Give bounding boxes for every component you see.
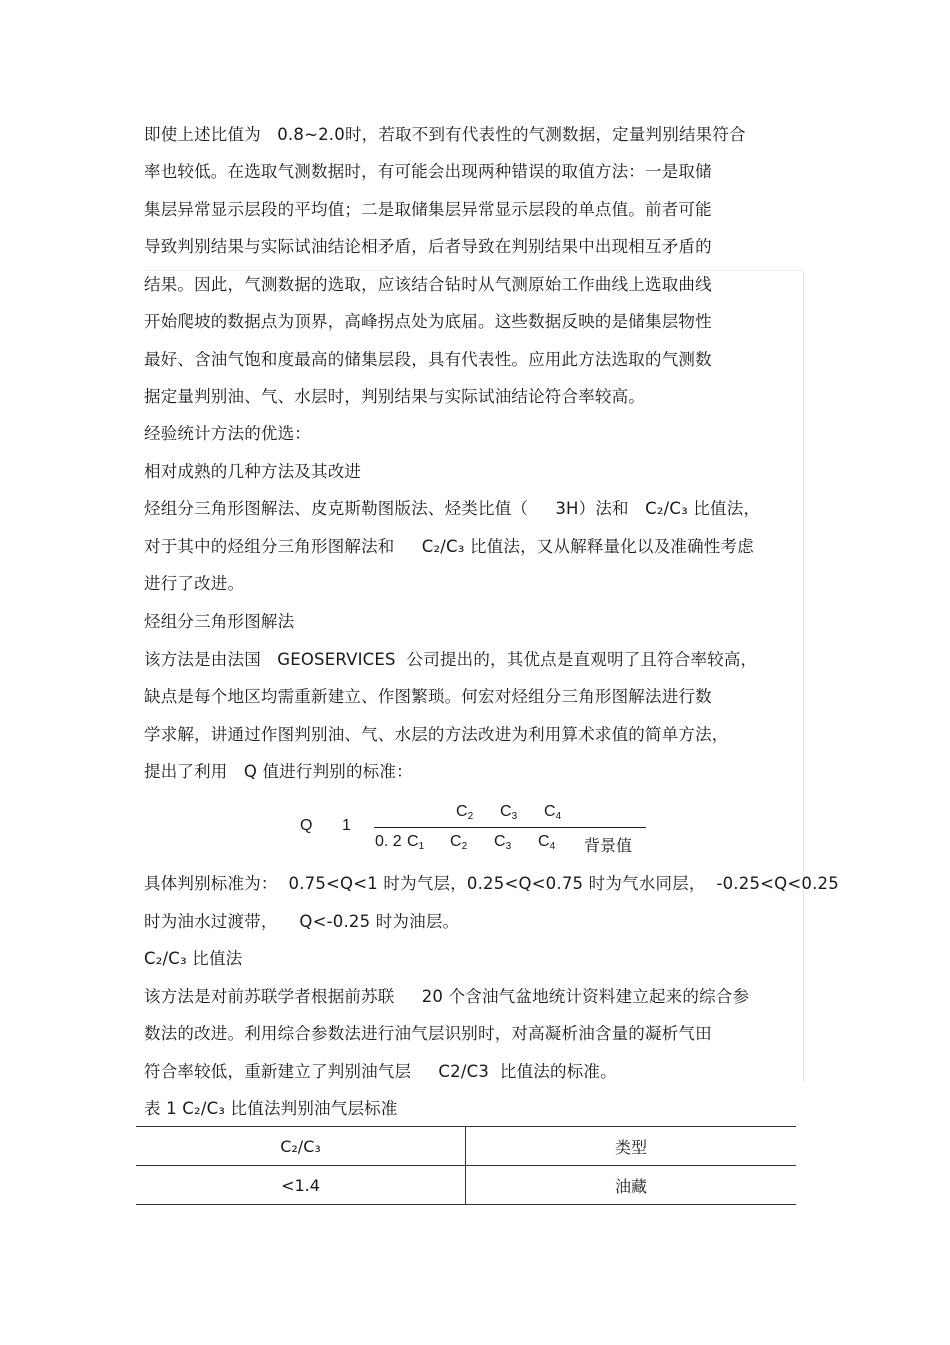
q-formula <box>296 800 656 860</box>
paragraph-line: 对于其中的烃组分三角形图解法和 C₂/C₃ 比值法，又从解释量化以及准确性考虑 <box>144 537 754 556</box>
paragraph-line: 进行了改进。 <box>144 574 245 593</box>
paragraph-line: 该方法是对前苏联学者根据前苏联 20 个含油气盆地统计资料建立起来的综合参 <box>144 987 750 1006</box>
paragraph-line: 烃组分三角形图解法、皮克斯勒图版法、烃类比值（ 3H）法和 C₂/C₃ 比值法， <box>144 499 761 518</box>
paragraph-line: 缺点是每个地区均需重新建立、作图繁琐。何宏对烃组分三角形图解法进行数 <box>144 687 712 706</box>
paragraph-line: 率也较低。在选取气测数据时，有可能会出现两种错误的取值方法：一是取储 <box>144 162 712 181</box>
paragraph-line: 最好、含油气饱和度最高的储集层段，具有代表性。应用此方法选取的气测数 <box>144 350 712 369</box>
table-header-row <box>136 1127 796 1166</box>
table-cell: <1.4 <box>136 1166 466 1205</box>
fraction-bar <box>374 827 646 828</box>
table-row <box>136 1166 796 1205</box>
paragraph-line: 即使上述比值为 0.8~2.0时，若取不到有代表性的气测数据，定量判别结果符合 <box>144 125 746 144</box>
table-caption: 表 1 C₂/C₃ 比值法判别油气层标准 <box>144 1099 398 1118</box>
section-heading: C₂/C₃ 比值法 <box>144 949 243 968</box>
paragraph-line: 具体判别标准为： 0.75<Q<1 时为气层，0.25<Q<0.75 时为气水同层， -0.25<Q<0.25 <box>144 874 839 893</box>
paragraph-line: 据定量判别油、气、水层时，判别结果与实际试油结论符合率较高。 <box>144 387 645 406</box>
table-header-cell: 类型 <box>466 1127 797 1166</box>
paragraph-line: 该方法是由法国 GEOSERVICES 公司提出的，其优点是直观明了且符合率较高， <box>144 650 758 669</box>
paragraph-line: 符合率较低，重新建立了判别油气层 C2/C3 比值法的标准。 <box>144 1062 617 1081</box>
formula-num-c3: $C_3$ <box>500 803 518 822</box>
section-heading: 烃组分三角形图解法 <box>144 612 295 631</box>
paragraph-line: 提出了利用 Q 值进行判别的标准： <box>144 762 413 781</box>
formula-lhs: Q <box>300 817 313 834</box>
formula-num-c4: $C_4$ <box>544 803 562 822</box>
table-cell: 油藏 <box>466 1166 797 1205</box>
section-heading: 相对成熟的几种方法及其改进 <box>144 462 362 481</box>
paragraph-line: 学求解，讲通过作图判别油、气、水层的方法改进为利用算术求值的简单方法， <box>144 725 729 744</box>
paragraph-line: 时为油水过渡带， Q<-0.25 时为油层。 <box>144 912 460 931</box>
paragraph-line: 集层异常显示层段的平均值；二是取储集层异常显示层段的单点值。前者可能 <box>144 200 712 219</box>
section-heading: 经验统计方法的优选： <box>144 424 311 443</box>
table-header-cell: C₂/C₃ <box>136 1127 466 1166</box>
ratio-table <box>136 1126 796 1205</box>
formula-den-c2: $C_2$ <box>450 833 468 852</box>
formula-one: 1 <box>342 817 351 834</box>
formula-num-c2: $C_2$ <box>456 803 474 822</box>
formula-den-tail: 背景值 <box>584 838 633 855</box>
paragraph-line: 开始爬坡的数据点为顶界，高峰拐点处为底届。这些数据反映的是储集层物性 <box>144 312 712 331</box>
formula-den-c3: $C_3$ <box>494 833 512 852</box>
paragraph-line: 数法的改进。利用综合参数法进行油气层识别时，对高凝析油含量的凝析气田 <box>144 1024 712 1043</box>
formula-den-coef: 0. 2 <box>375 833 402 850</box>
paragraph-line: 结果。因此，气测数据的选取，应该结合钻时从气测原始工作曲线上选取曲线 <box>144 275 712 294</box>
formula-den-c4: $C_4$ <box>538 833 556 852</box>
paragraph-line: 导致判别结果与实际试油结论相矛盾，后者导致在判别结果中出现相互矛盾的 <box>144 237 712 256</box>
formula-den-c1: $C_1$ <box>407 833 425 852</box>
